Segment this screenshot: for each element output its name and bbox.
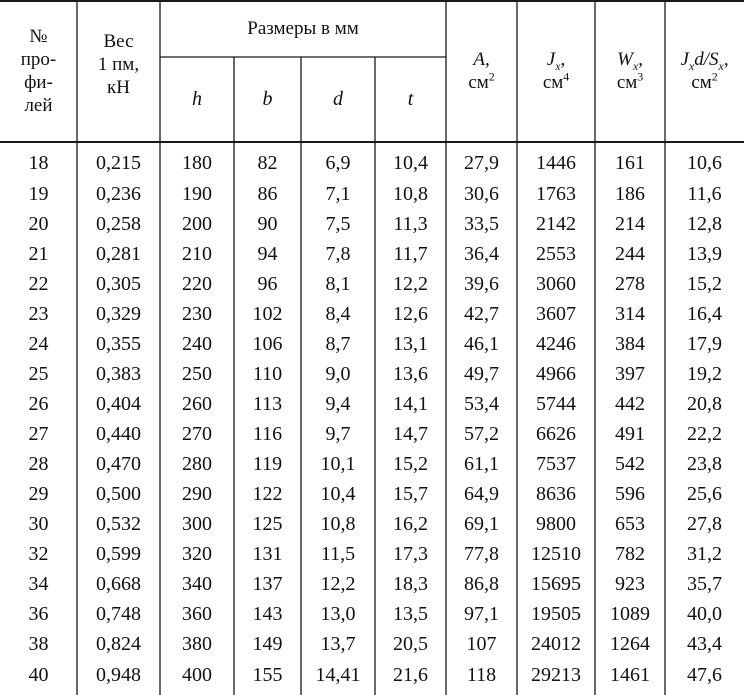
cell-weight: 0,281 bbox=[96, 243, 141, 266]
cell-profile-number: 25 bbox=[28, 363, 49, 386]
cell-wx: 214 bbox=[615, 213, 646, 236]
header-profile-number: № про- фи- лей bbox=[20, 26, 57, 116]
cell-area: 39,6 bbox=[464, 273, 500, 296]
cell-profile-number: 21 bbox=[28, 243, 49, 266]
cell-size-h: 250 bbox=[182, 363, 212, 386]
cell-ratio: 31,2 bbox=[687, 543, 723, 566]
cell-size-d: 10,8 bbox=[320, 513, 356, 536]
cell-size-t: 10,4 bbox=[393, 152, 429, 175]
table-row bbox=[0, 180, 744, 210]
cell-size-d: 13,0 bbox=[320, 603, 356, 626]
cell-weight: 0,824 bbox=[96, 633, 141, 656]
table-row bbox=[0, 210, 744, 240]
cell-ratio: 27,8 bbox=[687, 513, 723, 536]
cell-size-t: 11,3 bbox=[393, 213, 428, 236]
cell-size-b: 110 bbox=[252, 363, 283, 386]
cell-profile-number: 24 bbox=[28, 333, 49, 356]
header-wx: $W_x$, $см^3$ bbox=[616, 49, 644, 93]
cell-weight: 0,258 bbox=[96, 213, 141, 236]
cell-area: 42,7 bbox=[464, 303, 500, 326]
cell-size-b: 102 bbox=[252, 303, 283, 326]
cell-weight: 0,305 bbox=[96, 273, 141, 296]
cell-ratio: 47,6 bbox=[687, 663, 723, 686]
cell-jx: 5744 bbox=[536, 393, 577, 416]
cell-ratio: 10,6 bbox=[687, 152, 723, 175]
cell-jx: 7537 bbox=[536, 453, 577, 476]
cell-jx: 1763 bbox=[536, 183, 577, 206]
header-weight: Вес 1 пм, кН bbox=[97, 31, 140, 98]
header-sizes-group: Размеры в мм bbox=[247, 18, 359, 39]
header-size-b: b bbox=[262, 88, 273, 110]
cell-size-t: 18,3 bbox=[393, 573, 429, 596]
cell-ratio: 22,2 bbox=[687, 423, 723, 446]
header-ratio: $J_xd/S_x$, $см^2$ bbox=[680, 49, 729, 93]
cell-weight: 0,948 bbox=[96, 663, 141, 686]
cell-size-d: 6,9 bbox=[325, 152, 351, 175]
cell-wx: 397 bbox=[615, 363, 646, 386]
cell-wx: 1461 bbox=[610, 663, 651, 686]
cell-profile-number: 19 bbox=[28, 183, 49, 206]
cell-jx: 29213 bbox=[531, 663, 582, 686]
cell-wx: 596 bbox=[615, 483, 646, 506]
cell-profile-number: 36 bbox=[28, 603, 49, 626]
cell-profile-number: 29 bbox=[28, 483, 49, 506]
cell-jx: 12510 bbox=[531, 543, 582, 566]
table-row bbox=[0, 300, 744, 330]
cell-size-b: 90 bbox=[257, 213, 278, 236]
cell-size-t: 11,7 bbox=[393, 243, 428, 266]
cell-size-t: 10,8 bbox=[393, 183, 429, 206]
cell-area: 53,4 bbox=[464, 393, 500, 416]
cell-size-d: 7,1 bbox=[325, 183, 351, 206]
cell-ratio: 13,9 bbox=[687, 243, 723, 266]
cell-weight: 0,404 bbox=[96, 393, 141, 416]
cell-size-t: 12,2 bbox=[393, 273, 429, 296]
cell-size-d: 7,5 bbox=[325, 213, 351, 236]
cell-wx: 186 bbox=[615, 183, 646, 206]
cell-size-h: 180 bbox=[182, 152, 212, 175]
cell-ratio: 17,9 bbox=[687, 333, 723, 356]
cell-area: 30,6 bbox=[464, 183, 500, 206]
cell-size-b: 155 bbox=[252, 663, 283, 686]
cell-size-h: 380 bbox=[182, 633, 212, 656]
cell-size-t: 12,6 bbox=[393, 303, 429, 326]
cell-area: 36,4 bbox=[464, 243, 500, 266]
header-area: A, $см^2$ bbox=[468, 49, 495, 93]
table-row bbox=[0, 630, 744, 660]
table-row bbox=[0, 450, 744, 480]
cell-size-h: 280 bbox=[182, 453, 212, 476]
cell-size-b: 82 bbox=[257, 152, 278, 175]
cell-area: 86,8 bbox=[464, 573, 500, 596]
cell-weight: 0,236 bbox=[96, 183, 141, 206]
cell-area: 49,7 bbox=[464, 363, 500, 386]
cell-size-b: 113 bbox=[252, 393, 283, 416]
cell-size-h: 320 bbox=[182, 543, 212, 566]
cell-wx: 1089 bbox=[610, 603, 651, 626]
table-row bbox=[0, 510, 744, 540]
cell-wx: 442 bbox=[615, 393, 646, 416]
table-row bbox=[0, 142, 744, 180]
cell-weight: 0,329 bbox=[96, 303, 141, 326]
cell-profile-number: 28 bbox=[28, 453, 49, 476]
cell-size-b: 143 bbox=[252, 603, 283, 626]
cell-ratio: 15,2 bbox=[687, 273, 723, 296]
cell-wx: 542 bbox=[615, 453, 646, 476]
table-row bbox=[0, 480, 744, 510]
cell-profile-number: 40 bbox=[28, 663, 49, 686]
header-size-t: t bbox=[407, 88, 414, 110]
cell-size-h: 300 bbox=[182, 513, 212, 536]
cell-size-h: 290 bbox=[182, 483, 212, 506]
cell-size-h: 240 bbox=[182, 333, 212, 356]
table-row bbox=[0, 390, 744, 420]
cell-size-d: 9,4 bbox=[325, 393, 351, 416]
cell-ratio: 12,8 bbox=[687, 213, 723, 236]
cell-size-b: 116 bbox=[252, 423, 283, 446]
cell-ratio: 20,8 bbox=[687, 393, 723, 416]
table-row bbox=[0, 240, 744, 270]
cell-size-b: 137 bbox=[252, 573, 283, 596]
cell-wx: 923 bbox=[615, 573, 646, 596]
table-row bbox=[0, 360, 744, 390]
cell-size-h: 190 bbox=[182, 183, 212, 206]
cell-size-h: 270 bbox=[182, 423, 212, 446]
cell-size-b: 125 bbox=[252, 513, 283, 536]
cell-size-b: 94 bbox=[257, 243, 278, 266]
cell-size-t: 15,7 bbox=[393, 483, 429, 506]
cell-jx: 3060 bbox=[536, 273, 577, 296]
cell-size-t: 13,1 bbox=[393, 333, 429, 356]
cell-size-d: 13,7 bbox=[320, 633, 356, 656]
table-row bbox=[0, 660, 744, 695]
cell-size-h: 210 bbox=[182, 243, 212, 266]
cell-jx: 4966 bbox=[536, 363, 577, 386]
cell-profile-number: 26 bbox=[28, 393, 49, 416]
cell-ratio: 40,0 bbox=[687, 603, 723, 626]
cell-area: 97,1 bbox=[464, 603, 500, 626]
cell-jx: 19505 bbox=[531, 603, 582, 626]
cell-size-t: 16,2 bbox=[393, 513, 429, 536]
cell-size-h: 260 bbox=[182, 393, 212, 416]
cell-jx: 8636 bbox=[536, 483, 577, 506]
cell-size-b: 149 bbox=[252, 633, 283, 656]
table-row bbox=[0, 330, 744, 360]
cell-size-d: 8,7 bbox=[325, 333, 351, 356]
table-row bbox=[0, 270, 744, 300]
cell-size-h: 230 bbox=[182, 303, 212, 326]
cell-weight: 0,470 bbox=[96, 453, 141, 476]
table-row bbox=[0, 570, 744, 600]
cell-area: 46,1 bbox=[464, 333, 500, 356]
cell-jx: 2553 bbox=[536, 243, 577, 266]
cell-profile-number: 18 bbox=[28, 152, 49, 175]
cell-wx: 161 bbox=[615, 152, 646, 175]
cell-jx: 6626 bbox=[536, 423, 577, 446]
cell-size-t: 17,3 bbox=[393, 543, 429, 566]
cell-jx: 15695 bbox=[531, 573, 582, 596]
cell-ratio: 25,6 bbox=[687, 483, 723, 506]
cell-size-b: 122 bbox=[252, 483, 283, 506]
table-row bbox=[0, 600, 744, 630]
cell-size-t: 13,6 bbox=[393, 363, 429, 386]
cell-ratio: 23,8 bbox=[687, 453, 723, 476]
cell-ratio: 11,6 bbox=[687, 183, 722, 206]
cell-wx: 384 bbox=[615, 333, 646, 356]
cell-weight: 0,355 bbox=[96, 333, 141, 356]
cell-profile-number: 23 bbox=[28, 303, 49, 326]
cell-wx: 244 bbox=[615, 243, 646, 266]
cell-weight: 0,532 bbox=[96, 513, 141, 536]
cell-ratio: 16,4 bbox=[687, 303, 723, 326]
cell-profile-number: 27 bbox=[28, 423, 49, 446]
cell-size-t: 14,7 bbox=[393, 423, 429, 446]
cell-size-t: 20,5 bbox=[393, 633, 429, 656]
cell-jx: 1446 bbox=[536, 152, 577, 175]
cell-profile-number: 34 bbox=[28, 573, 49, 596]
cell-size-d: 8,1 bbox=[325, 273, 351, 296]
cell-size-b: 106 bbox=[252, 333, 283, 356]
cell-jx: 4246 bbox=[536, 333, 577, 356]
table-row bbox=[0, 420, 744, 450]
cell-size-d: 9,7 bbox=[325, 423, 351, 446]
cell-size-b: 86 bbox=[257, 183, 278, 206]
cell-size-h: 200 bbox=[182, 213, 212, 236]
cell-area: 64,9 bbox=[464, 483, 500, 506]
cell-area: 107 bbox=[466, 633, 497, 656]
cell-ratio: 35,7 bbox=[687, 573, 723, 596]
cell-weight: 0,500 bbox=[96, 483, 141, 506]
cell-area: 57,2 bbox=[464, 423, 500, 446]
cell-size-h: 400 bbox=[182, 663, 212, 686]
cell-size-d: 8,4 bbox=[325, 303, 351, 326]
cell-area: 61,1 bbox=[464, 453, 500, 476]
cell-size-b: 131 bbox=[252, 543, 283, 566]
cell-weight: 0,215 bbox=[96, 152, 141, 175]
cell-area: 118 bbox=[466, 663, 497, 686]
cell-weight: 0,599 bbox=[96, 543, 141, 566]
header-jx: $J_x$, $см^4$ bbox=[542, 49, 570, 93]
cell-size-b: 96 bbox=[257, 273, 278, 296]
cell-wx: 653 bbox=[615, 513, 646, 536]
header-size-d: d bbox=[333, 88, 343, 110]
cell-area: 69,1 bbox=[464, 513, 500, 536]
cell-jx: 3607 bbox=[536, 303, 577, 326]
cell-size-d: 14,41 bbox=[315, 663, 361, 686]
cell-jx: 9800 bbox=[536, 513, 577, 536]
cell-wx: 782 bbox=[615, 543, 646, 566]
cell-weight: 0,383 bbox=[96, 363, 141, 386]
cell-size-h: 360 bbox=[182, 603, 212, 626]
cell-wx: 314 bbox=[615, 303, 646, 326]
cell-profile-number: 38 bbox=[28, 633, 49, 656]
cell-size-h: 340 bbox=[182, 573, 212, 596]
cell-size-t: 15,2 bbox=[393, 453, 429, 476]
cell-weight: 0,748 bbox=[96, 603, 141, 626]
cell-area: 27,9 bbox=[464, 152, 500, 175]
cell-profile-number: 22 bbox=[28, 273, 49, 296]
cell-size-d: 11,5 bbox=[320, 543, 356, 566]
cell-size-h: 220 bbox=[182, 273, 212, 296]
cell-size-b: 119 bbox=[252, 453, 283, 476]
cell-jx: 2142 bbox=[536, 213, 577, 236]
cell-area: 77,8 bbox=[464, 543, 500, 566]
cell-wx: 278 bbox=[615, 273, 646, 296]
cell-size-d: 7,8 bbox=[325, 243, 351, 266]
table-row bbox=[0, 540, 744, 570]
cell-jx: 24012 bbox=[531, 633, 582, 656]
cell-profile-number: 32 bbox=[28, 543, 49, 566]
cell-size-t: 13,5 bbox=[393, 603, 429, 626]
cell-profile-number: 20 bbox=[28, 213, 49, 236]
header-size-h: h bbox=[192, 88, 202, 110]
cell-ratio: 19,2 bbox=[687, 363, 723, 386]
cell-ratio: 43,4 bbox=[687, 633, 723, 656]
cell-size-t: 21,6 bbox=[393, 663, 429, 686]
cell-wx: 1264 bbox=[610, 633, 651, 656]
cell-size-t: 14,1 bbox=[393, 393, 429, 416]
cell-weight: 0,440 bbox=[96, 423, 141, 446]
cell-area: 33,5 bbox=[464, 213, 500, 236]
cell-profile-number: 30 bbox=[28, 513, 49, 536]
cell-size-d: 10,4 bbox=[320, 483, 356, 506]
cell-wx: 491 bbox=[615, 423, 646, 446]
cell-weight: 0,668 bbox=[96, 573, 141, 596]
cell-size-d: 12,2 bbox=[320, 573, 356, 596]
cell-size-d: 9,0 bbox=[325, 363, 351, 386]
cell-size-d: 10,1 bbox=[320, 453, 356, 476]
